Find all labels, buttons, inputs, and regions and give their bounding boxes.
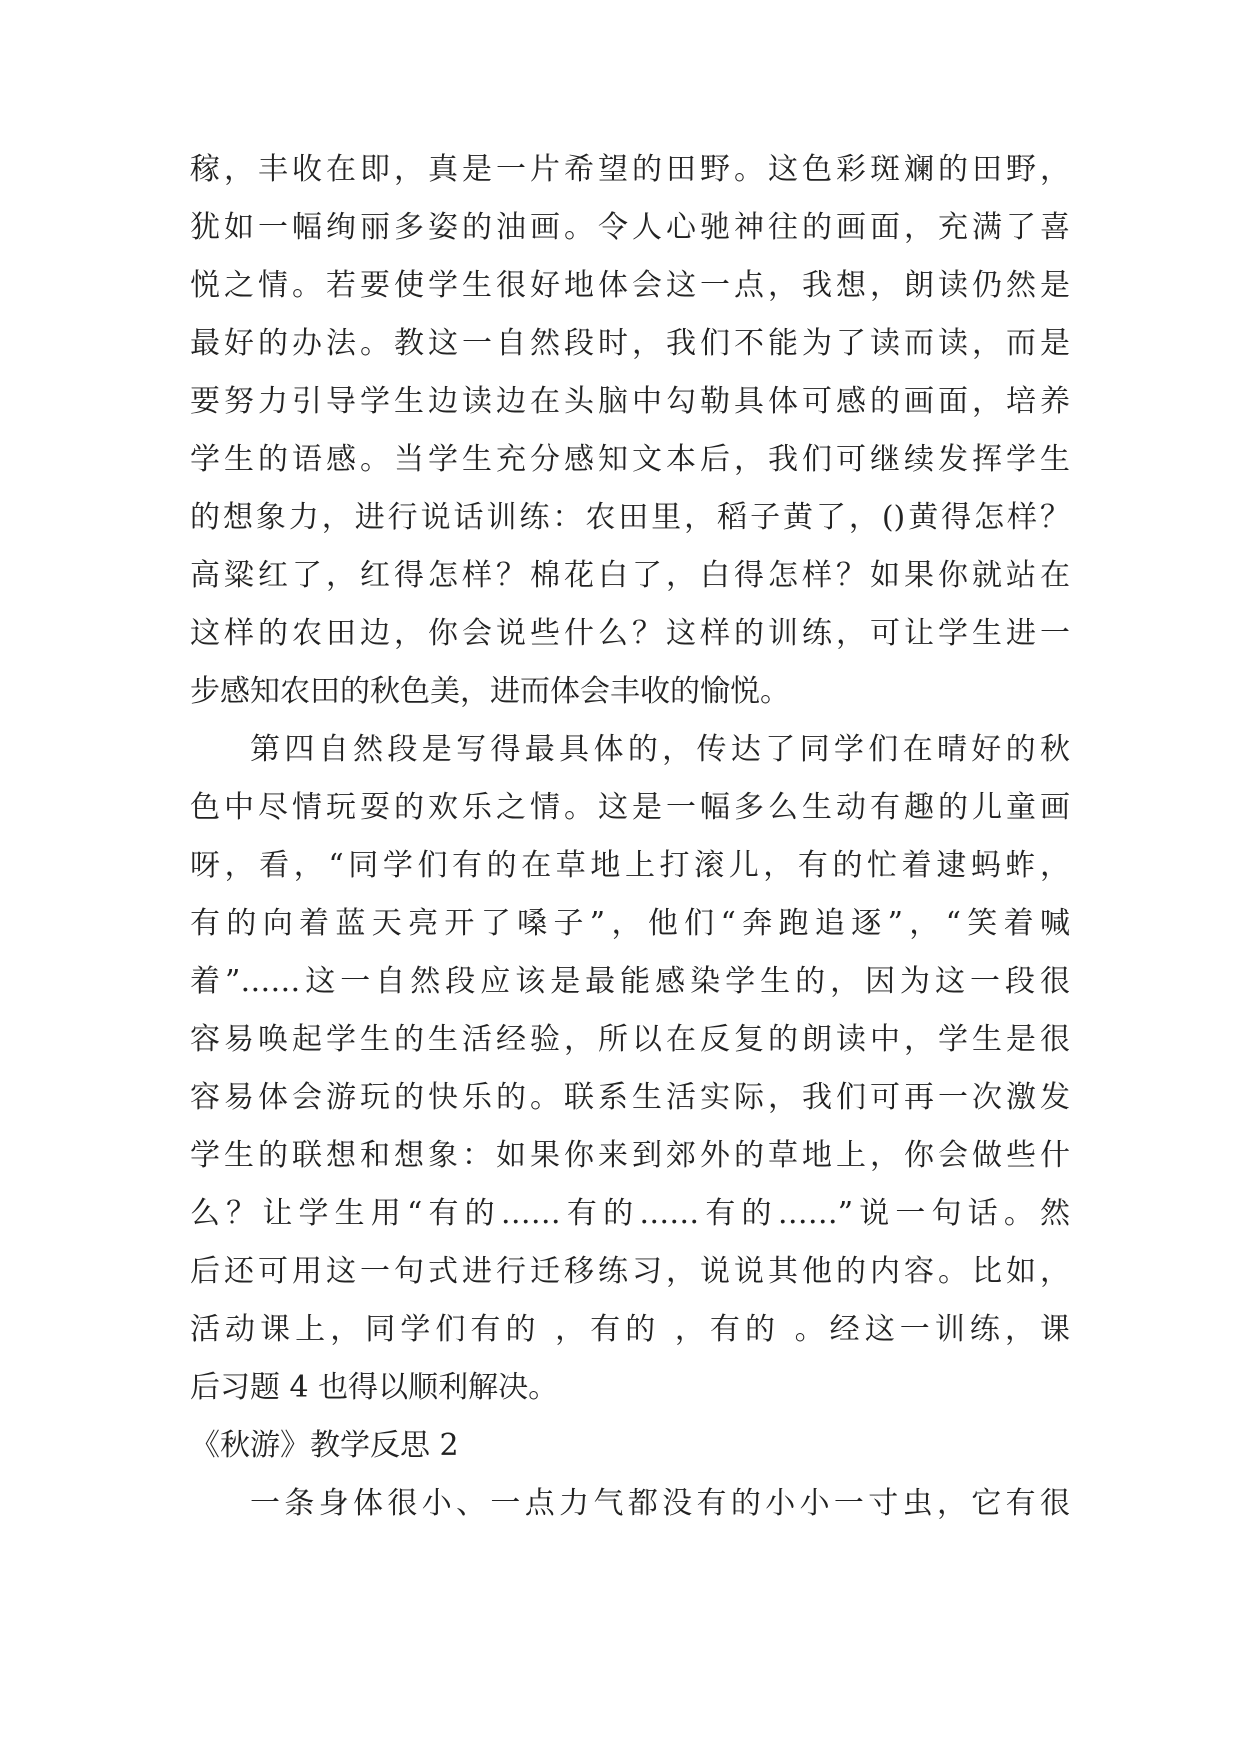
text-line: 犹如一幅绚丽多姿的油画。令人心驰神往的画面，充满了喜 bbox=[190, 210, 1070, 245]
section-heading: 《秋游》教学反思 2 bbox=[190, 1428, 459, 1463]
text-line: 容易唤起学生的生活经验，所以在反复的朗读中，学生是很 bbox=[190, 1022, 1070, 1057]
text-line: 活动课上，同学们有的 ，有的 ，有的 。经这一训练，课 bbox=[190, 1312, 1070, 1347]
text-line: 么？让学生用“有的……有的……有的……”说一句话。然 bbox=[190, 1196, 1070, 1231]
text-line: 最好的办法。教这一自然段时，我们不能为了读而读，而是 bbox=[190, 326, 1070, 361]
paragraph-first-line: 一条身体很小、一点力气都没有的小小一寸虫，它有很 bbox=[250, 1486, 1070, 1521]
text-line: 后还可用这一句式进行迁移练习，说说其他的内容。比如， bbox=[190, 1254, 1070, 1289]
text-line: 步感知农田的秋色美，进而体会丰收的愉悦。 bbox=[190, 674, 790, 709]
text-line: 这样的农田边，你会说些什么？这样的训练，可让学生进一 bbox=[190, 616, 1070, 651]
text-line: 悦之情。若要使学生很好地体会这一点，我想，朗读仍然是 bbox=[190, 268, 1070, 303]
text-line: 高粱红了，红得怎样？棉花白了，白得怎样？如果你就站在 bbox=[190, 558, 1070, 593]
text-line: 学生的联想和想象：如果你来到郊外的草地上，你会做些什 bbox=[190, 1138, 1070, 1173]
text-line: 学生的语感。当学生充分感知文本后，我们可继续发挥学生 bbox=[190, 442, 1070, 477]
text-line: 容易体会游玩的快乐的。联系生活实际，我们可再一次激发 bbox=[190, 1080, 1070, 1115]
text-line: 呀，看，“同学们有的在草地上打滚儿，有的忙着逮蚂蚱， bbox=[190, 848, 1070, 883]
text-line: 的想象力，进行说话训练：农田里，稻子黄了，()黄得怎样？ bbox=[190, 500, 1070, 535]
text-line: 有的向着蓝天亮开了嗓子”，他们“奔跑追逐”，“笑着喊 bbox=[190, 906, 1070, 941]
text-line: 要努力引导学生边读边在头脑中勾勒具体可感的画面，培养 bbox=[190, 384, 1070, 419]
paragraph-first-line: 第四自然段是写得最具体的，传达了同学们在晴好的秋 bbox=[250, 732, 1070, 767]
text-line: 稼，丰收在即，真是一片希望的田野。这色彩斑斓的田野， bbox=[190, 152, 1070, 187]
text-line: 着”……这一自然段应该是最能感染学生的，因为这一段很 bbox=[190, 964, 1070, 999]
text-line: 色中尽情玩耍的欢乐之情。这是一幅多么生动有趣的儿童画 bbox=[190, 790, 1070, 825]
text-line: 后习题 4 也得以顺利解决。 bbox=[190, 1370, 559, 1405]
